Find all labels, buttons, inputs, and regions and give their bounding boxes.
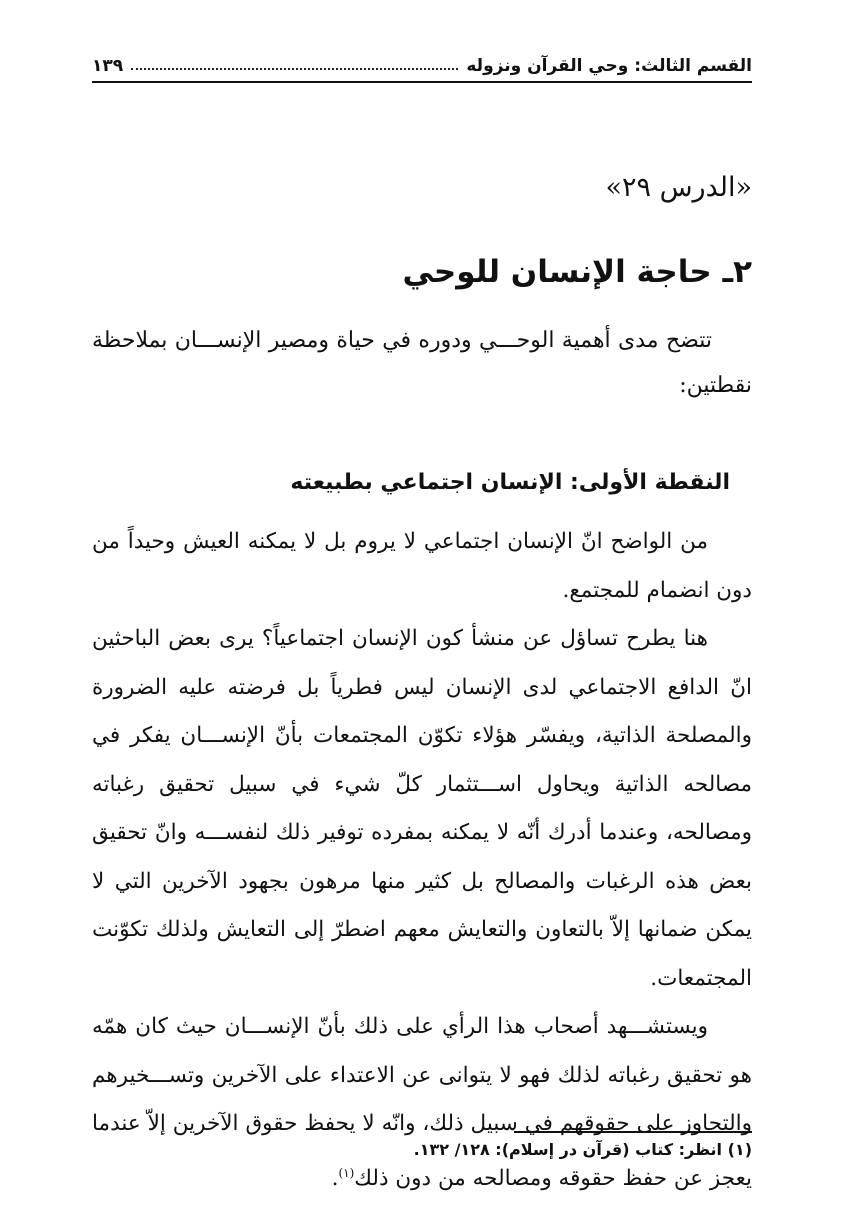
body-text [92, 518, 752, 1203]
page-number: ١٣٩ [92, 56, 124, 76]
intro-paragraph [92, 318, 752, 408]
footnote-marker: (١) [338, 1165, 355, 1180]
intro-text: تتضح مدى أهمية الوحـــي ودوره في حياة ومصير الإنســـان بملاحظة نقطتين: [92, 328, 752, 398]
paragraph [92, 1003, 752, 1203]
end-mark: . [331, 1165, 339, 1191]
leader-dots [131, 68, 458, 70]
footnote-rule [514, 1131, 752, 1133]
header-rule [92, 81, 752, 83]
paragraph-text: هنا يطرح تساؤل عن منشأ كون الإنسان اجتماعياً؟ يرى بعض الباحثين انّ الدافع الاجتماعي لدى الإنسان ليس فطرياً بل فرضته عليه الضرورة والمصلحة الذاتية، ويفسّر هؤلاء تكوّن المجتمعات بأنّ الإنســـان يفكر في مصالحه الذاتية ويحاول اســـتثمار كلّ شيء في سبيل تحقيق رغباته ومصالحه، وعندما أدرك أنّه لا يمكنه بمفرده توفير ذلك لنفســـه وانّ تحقيق بعض هذه الرغبات والمصالح بل كثير منها مرهون بجهود الآخرين التي لا يمكن ضمانها إلاّ بالتعاون والتعايش معهم اضطرّ إلى التعايش ولذلك تكوّنت المجتمعات. [92, 626, 752, 991]
footnote: (١) انظر: كتاب (قرآن در إسلام): ١٢٨/ ١٣٢. [413, 1140, 752, 1159]
paragraph [92, 615, 752, 1003]
paragraph-text: ويستشـــهد أصحاب هذا الرأي على ذلك بأنّ الإنســـان حيث كان همّه هو تحقيق رغباته لذلك فهو لا يتوانى عن الاعتداء على الآخرين وتســـخيرهم والتجاوز على حقوقهم في سبيل ذلك، وانّه لا يحفظ حقوق الآخرين إلاّ عندما يعجز عن حفظ حقوقه ومصالحه من دون ذلك [92, 1014, 752, 1191]
running-header-title: القسم الثالث: وحي القرآن ونزوله [466, 56, 752, 76]
section-title: ٢ـ حاجة الإنسان للوحي [402, 254, 752, 290]
paragraph [92, 518, 752, 615]
point-title: النقطة الأولى: الإنسان اجتماعي بطبيعته [290, 470, 730, 495]
running-header [92, 44, 752, 76]
lesson-label: «الدرس ٢٩» [605, 172, 752, 203]
paragraph-text: من الواضح انّ الإنسان اجتماعي لا يروم بل لا يمكنه العيش وحيداً من دون انضمام للمجتمع. [92, 529, 752, 603]
